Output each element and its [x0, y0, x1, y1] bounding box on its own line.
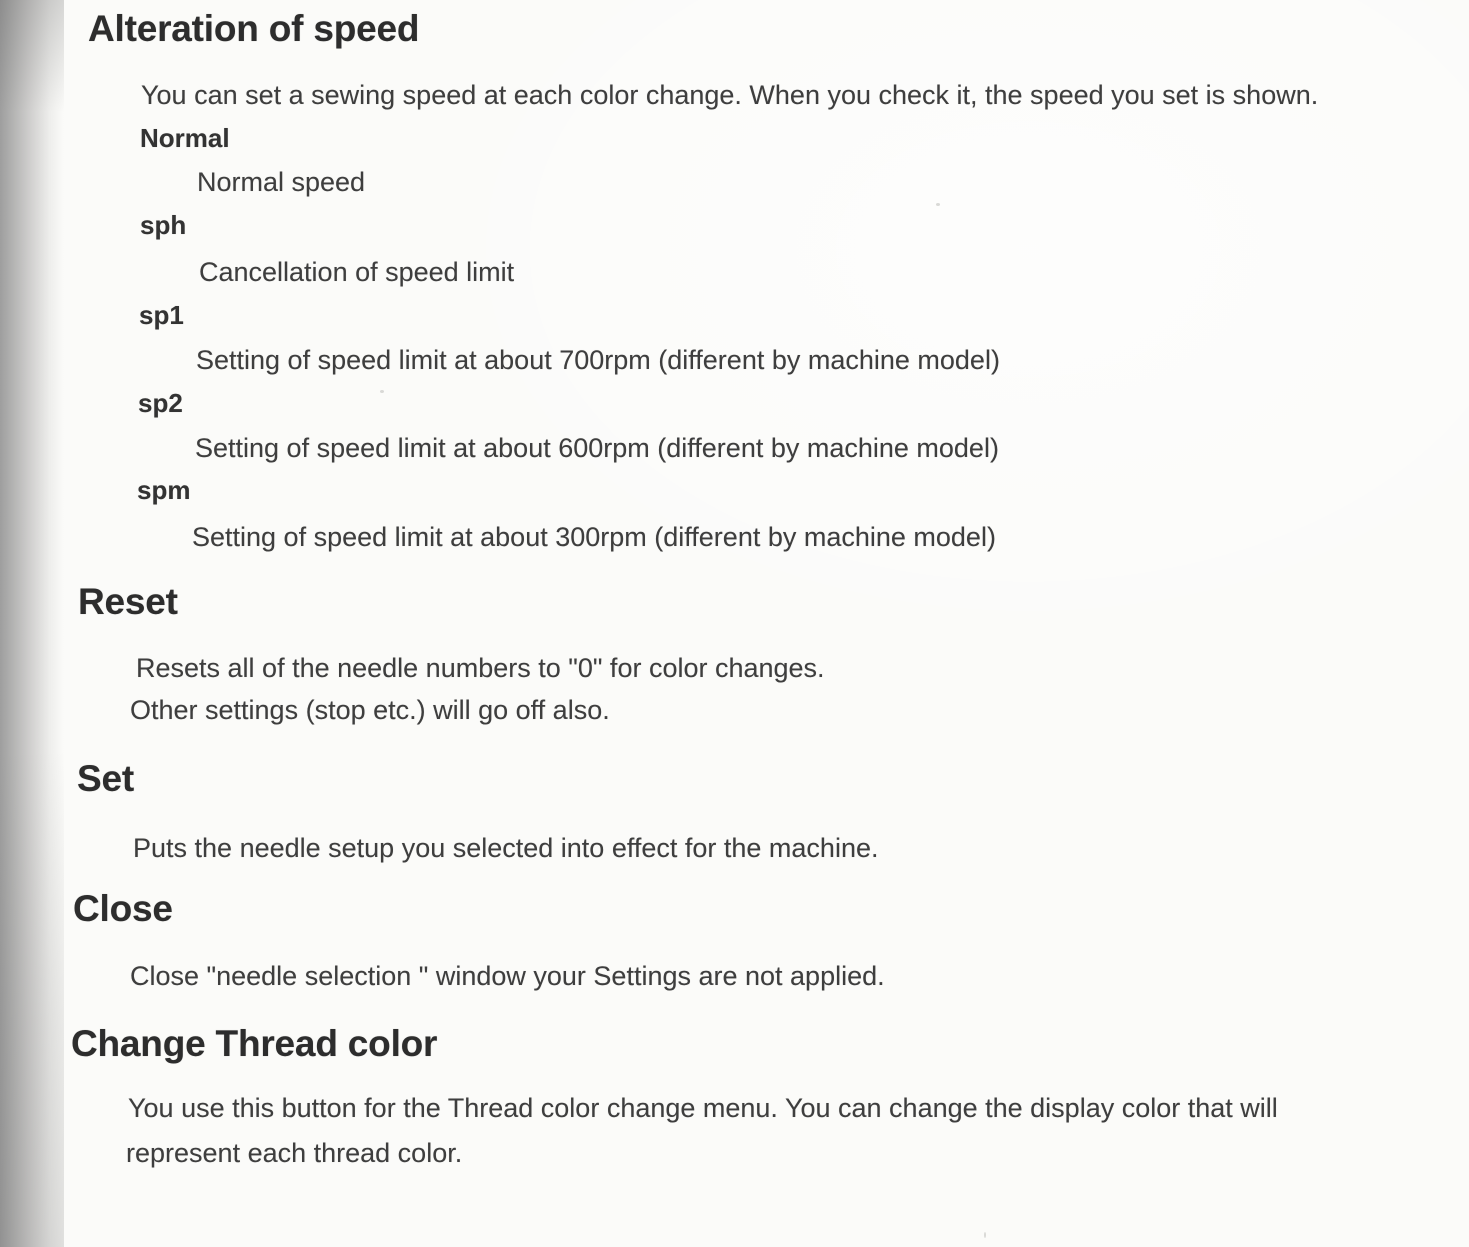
- scan-speck: [984, 1232, 986, 1238]
- section-heading-set: Set: [77, 758, 134, 799]
- change-thread-color-description-line-1: You use this button for the Thread color change menu. You can change the display color that will: [128, 1093, 1278, 1123]
- term-label-spm: spm: [137, 475, 191, 505]
- scan-speck: [380, 390, 384, 393]
- term-label-normal: Normal: [140, 123, 230, 153]
- set-description: Puts the needle setup you selected into effect for the machine.: [133, 833, 879, 863]
- term-description-sph: Cancellation of speed limit: [199, 257, 515, 287]
- scan-gutter-shadow: [0, 0, 64, 1247]
- reset-description-line-2: Other settings (stop etc.) will go off also.: [130, 695, 610, 725]
- section-heading-close: Close: [73, 888, 173, 929]
- reset-description-line-1: Resets all of the needle numbers to "0" for color changes.: [136, 653, 825, 683]
- term-description-spm: Setting of speed limit at about 300rpm (different by machine model): [192, 522, 996, 552]
- term-label-sp2: sp2: [138, 388, 183, 418]
- intro-paragraph: You can set a sewing speed at each color change. When you check it, the speed you set is shown.: [141, 80, 1319, 110]
- section-heading-change-thread-color: Change Thread color: [71, 1023, 438, 1064]
- close-description: Close "needle selection " window your Settings are not applied.: [130, 961, 885, 991]
- term-label-sp1: sp1: [139, 300, 184, 330]
- term-label-sph: sph: [140, 210, 187, 240]
- change-thread-color-description-line-2: represent each thread color.: [126, 1138, 463, 1168]
- term-description-sp2: Setting of speed limit at about 600rpm (different by machine model): [195, 433, 999, 463]
- scan-speck: [936, 203, 940, 206]
- term-description-sp1: Setting of speed limit at about 700rpm (different by machine model): [196, 345, 1000, 375]
- term-description-normal: Normal speed: [197, 167, 366, 197]
- section-heading-alteration-of-speed: Alteration of speed: [88, 8, 420, 49]
- section-heading-reset: Reset: [78, 581, 178, 622]
